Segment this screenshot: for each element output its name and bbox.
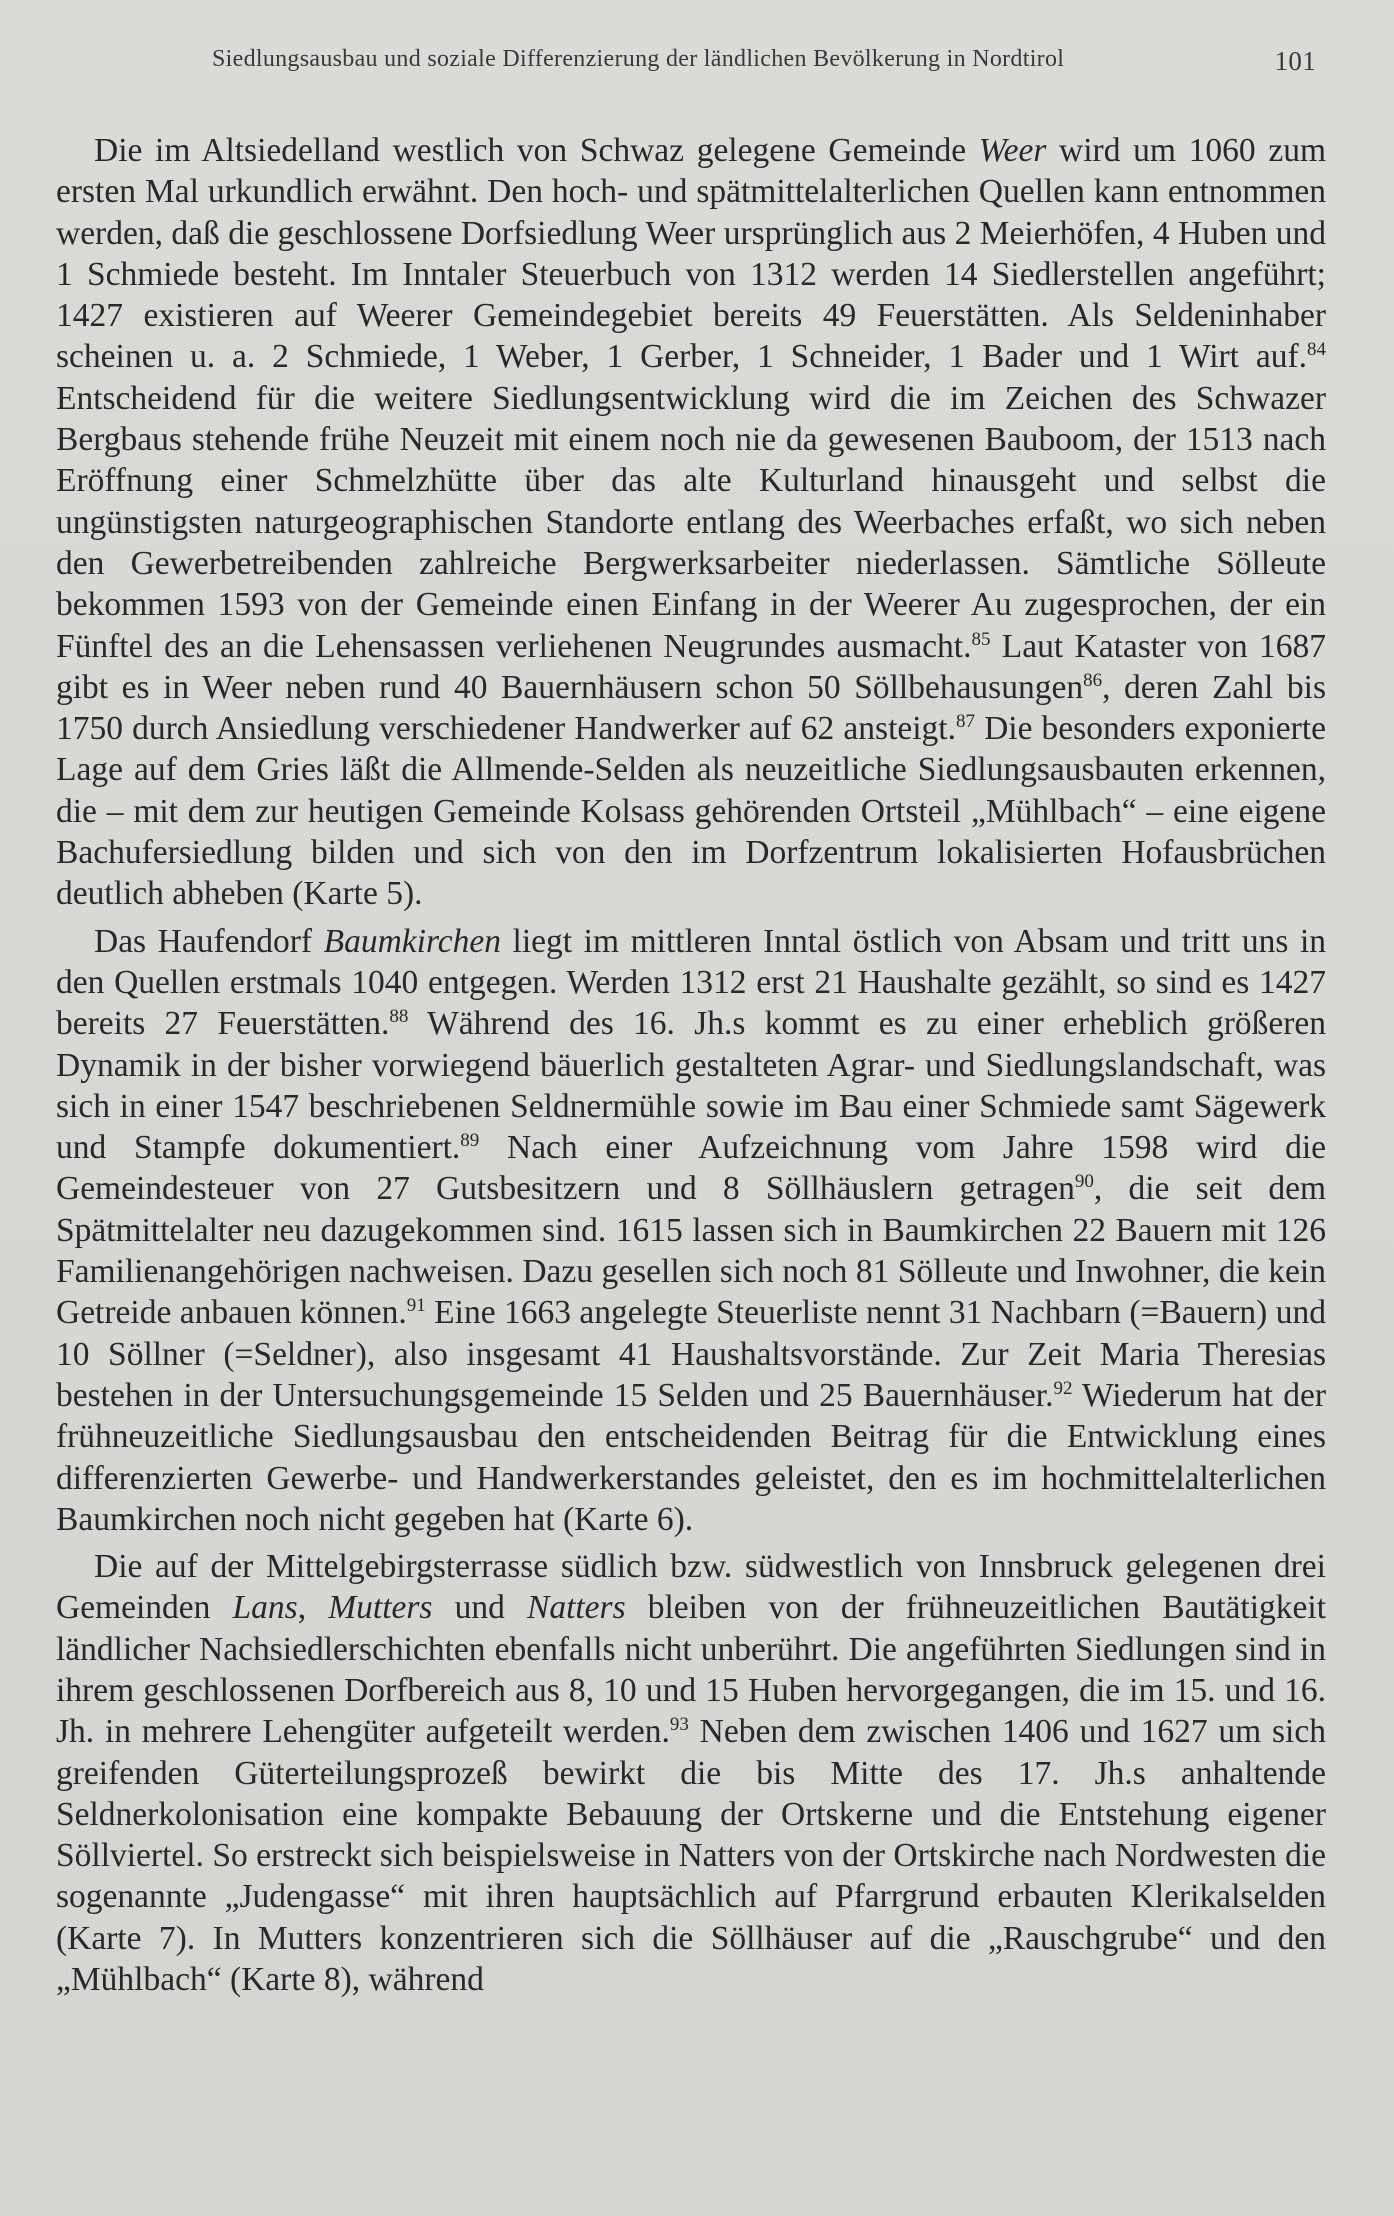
- paragraph: [56, 1546, 1326, 2000]
- text-run: , die seit dem Spätmittelalter neu dazugekommen sind. 1615 lassen sich in Baumkirchen 22 Bauern mit 126 Familienangehörigen nachweisen. Dazu gesellen sich noch 81 Sölleute und Inwohner, die kein Getreide anbauen können.: [56, 1170, 1327, 1332]
- place-name: Lans: [232, 1589, 298, 1627]
- place-name: Natters: [526, 1589, 626, 1627]
- paragraph: [56, 921, 1326, 1540]
- text-run: Wiederum hat der frühneuzeitliche Siedlungsausbau den entscheidenden Beitrag für die Entwicklung eines differenzierten Gewerbe- und Handwerkerstandes geleistet, den es im hochmittelalterlichen Baumkirchen noch nicht gegeben hat (Karte 6).: [56, 1376, 1326, 1538]
- text-run: Laut Kataster von 1687 gibt es in Weer neben rund 40 Bauernhäusern schon 50 Söllbehausungen: [56, 627, 1326, 706]
- text-run: Die auf der Mittelgebirgsterrasse südlich bzw. südwestlich von Innsbruck gelegenen drei Gemeinden: [56, 1548, 1326, 1627]
- footnote-ref: 93: [669, 1714, 689, 1736]
- text-run: Die im Altsiedelland westlich von Schwaz gelegene Gemeinde: [94, 132, 979, 169]
- place-name: Mutters: [328, 1589, 433, 1627]
- text-run: Eine 1663 angelegte Steuerliste nennt 31 Nachbarn (=Bauern) und 10 Söllner (=Seldner), also insgesamt 41 Haushaltsvorstände. Zur Zeit Maria Theresias bestehen in der Untersuchungsgemeinde 15 Selden und 25 Bauernhäuser.: [56, 1294, 1327, 1414]
- text-run: wird um 1060 zum ersten Mal urkundlich erwähnt. Den hoch- und spätmittelalterlichen Quellen kann entnommen werden, daß die geschlossene Dorfsiedlung Weer ursprünglich aus 2 Meierhöfen, 4 Huben und 1 Schmiede besteht. Im Inntaler Steuerbuch von 1312 werden 14 Siedlerstellen angeführt; 1427 existieren auf Weerer Gemeindegebiet bereits 49 Feuerstätten. Als Seldeninhaber scheinen u. a. 2 Schmiede, 1 Weber, 1 Gerber, 1 Schneider, 1 Bader und 1 Wirt auf.: [56, 132, 1327, 376]
- body-text: [56, 130, 1326, 2000]
- place-name: Baumkirchen: [323, 922, 501, 960]
- footnote-ref: 89: [460, 1129, 480, 1151]
- text-run: Die besonders exponierte Lage auf dem Gries läßt die Allmende-Selden als neuzeitliche Siedlungsausbauten erkennen, die – mit dem zur heutigen Gemeinde Kolsass gehörenden Ortsteil „Mühlbach“ – eine eigene Bachufersiedlung bilden und sich von den im Dorfzentrum lokalisierten Hofausbrüchen deutlich abheben (Karte 5).: [56, 710, 1326, 913]
- place-name: Weer: [978, 132, 1047, 169]
- text-run: , deren Zahl bis 1750 durch Ansiedlung verschiedener Handwerker auf 62 ansteigt.: [56, 668, 1326, 748]
- text-run: Das Haufendorf: [94, 922, 324, 960]
- text-run: Neben dem zwischen 1406 und 1627 um sich greifenden Güterteilungsprozeß bewirkt die bis Mitte des 17. Jh.s anhaltende Seldnerkolonisation eine kompakte Bebauung der Ortskerne und die Entstehung eigener Söllviertel. So erstreckt sich beispielsweise in Natters von der Ortskirche nach Nordwesten die sogenannte „Judengasse“ mit ihren hauptsächlich auf Pfarrgrund erbauten Klerikalselden (Karte 7). In Mutters konzentrieren sich die Söllhäuser auf die „Rauschgrube“ und den „Mühlbach“ (Karte 8), während: [56, 1713, 1326, 1999]
- text-run: ,: [297, 1589, 329, 1627]
- text-run: Entscheidend für die weitere Siedlungsentwicklung wird die im Zeichen des Schwazer Bergbaus stehende frühe Neuzeit mit einem noch nie da gewesenen Bauboom, der 1513 nach Eröffnung einer Schmelzhütte über das alte Kulturland hinausgeht und selbst die ungünstigsten naturgeographischen Standorte entlang des Weerbaches erfaßt, wo sich neben den Gewerbetreibenden zahlreiche Bergwerksarbeiter niederlassen. Sämtliche Sölleute bekommen 1593 von der Gemeinde einen Einfang in der Weerer Au zugesprochen, der ein Fünftel des an die Lehensassen verliehenen Neugrundes ausmacht.: [56, 379, 1326, 665]
- page-number: 101: [1274, 46, 1316, 76]
- footnote-ref: 92: [1053, 1377, 1073, 1399]
- footnote-ref: 91: [406, 1295, 426, 1317]
- running-head: [212, 46, 1316, 86]
- text-run: liegt im mittleren Inntal östlich von Absam und tritt uns in den Quellen erstmals 1040 entgegen. Werden 1312 erst 21 Haushalte gezählt, so sind es 1427 bereits 27 Feuerstätten.: [56, 922, 1327, 1043]
- text-run: und: [432, 1589, 527, 1627]
- footnote-ref: 87: [955, 711, 975, 732]
- footnote-ref: 86: [1083, 669, 1103, 691]
- running-head-title: Siedlungsausbau und soziale Differenzierung der ländlichen Bevölkerung in Nordtirol: [212, 46, 1065, 72]
- paragraph: [56, 130, 1326, 915]
- footnote-ref: 90: [1074, 1171, 1094, 1193]
- footnote-ref: 84: [1307, 339, 1326, 361]
- footnote-ref: 85: [971, 628, 991, 650]
- text-run: Während des 16. Jh.s kommt es zu einer erheblich größeren Dynamik in der bisher vorwiegend bäuerlich gestalteten Agrar- und Siedlungslandschaft, was sich in einer 1547 beschriebenen Seldnermühle sowie im Bau einer Schmiede samt Sägewerk und Stampfe dokumentiert.: [56, 1005, 1326, 1167]
- footnote-ref: 88: [389, 1006, 409, 1028]
- text-run: bleiben von der frühneuzeitlichen Bautätigkeit ländlicher Nachsiedlerschichten ebenfalls nicht unberührt. Die angeführten Siedlungen sind in ihrem geschlossenen Dorfbereich aus 8, 10 und 15 Huben hervorgegangen, die im 15. und 16. Jh. in mehrere Lehengüter aufgeteilt werden.: [56, 1589, 1327, 1751]
- text-run: Nach einer Aufzeichnung vom Jahre 1598 wird die Gemeindesteuer von 27 Gutsbesitzern und 8 Söllhäuslern getragen: [56, 1129, 1326, 1208]
